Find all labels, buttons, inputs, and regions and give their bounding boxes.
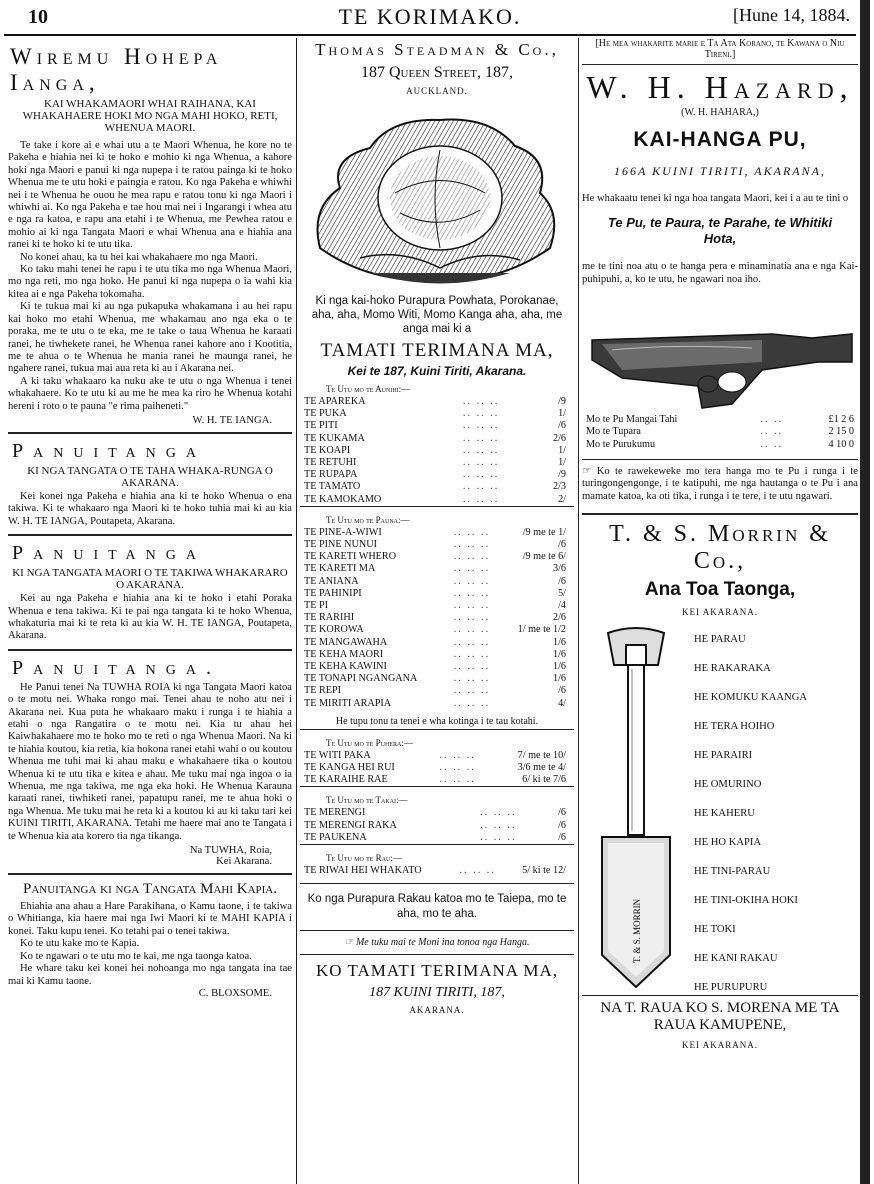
- leader-dots: .. .. ..: [480, 807, 517, 819]
- price-group: [300, 786, 574, 844]
- moni-note: [300, 937, 574, 948]
- kapia-advert: [8, 881, 292, 999]
- price-row: [300, 576, 570, 588]
- column-middle: [300, 38, 574, 1184]
- goods-list: [694, 625, 858, 1002]
- seed-name: TE ANIANA: [304, 575, 359, 587]
- price-row: [300, 612, 570, 624]
- price-row: [300, 624, 570, 636]
- divider: [300, 883, 574, 884]
- iango-para: Ki te tukua mai ki au nga pukapuka whakamana i au hei rapu kai hoko mo etahi Whenua, me whakamau ano nga eka o te poraka, me te utu o te eka, me te take o taua Whenua he karaati ranei, he tiwhekete ranei, he Whenua ranei kahore ano i Kootitia, me te ahua o te Whenua he mania ranei he maunga ranei, he ngahere ranei, tukua mai aua reta ki au i Akarana nei.: [8, 301, 292, 375]
- kapia-line: Ko te utu kake mo te Kapia.: [20, 938, 140, 950]
- seed-price: 2/3: [552, 481, 566, 493]
- goods-item: HE RAKARAKA: [694, 663, 771, 675]
- goods-item: HE KAHERU: [694, 808, 755, 820]
- seed-price: 5/ ki te 12/: [522, 865, 566, 877]
- steadman-firm: Thomas Steadman & Co.,: [315, 40, 559, 59]
- leader-dots: .. .. ..: [453, 636, 491, 648]
- seed-price: /9 me te 1/: [522, 526, 566, 538]
- steadman-city: AUCKLAND.: [406, 86, 468, 96]
- page-number: 10: [28, 6, 48, 28]
- seed-price: 2/: [558, 493, 566, 505]
- seed-price: 3/6 me te 4/: [517, 762, 566, 774]
- pointing-hand-icon: ☞: [344, 937, 354, 949]
- hahara-name: (W. H. HAHARA,): [681, 107, 759, 118]
- price-row: [300, 807, 570, 819]
- terimana-name: TAMATI TERIMANA MA,: [320, 340, 554, 361]
- seed-name: TE WITI PAKA: [304, 749, 371, 761]
- seed-name: TE KARAIHE RAE: [304, 774, 388, 786]
- goods-item: HE TOKI: [694, 924, 736, 936]
- leader-dots: .. .. ..: [439, 749, 476, 761]
- price-group: [300, 506, 574, 727]
- seed-price: 1/: [558, 408, 566, 420]
- divider: [8, 432, 292, 434]
- price-row: [300, 420, 570, 432]
- price-row: [300, 865, 570, 877]
- gun-price-table: [582, 414, 858, 451]
- price-group: [300, 729, 574, 787]
- kapia-line: He whare taku kei konei hei nohoanga mo nga tangata ina tae mai ki Kamu taone.: [8, 963, 292, 987]
- price-row: [300, 563, 570, 575]
- seed-price: 7/ me te 10/: [517, 749, 566, 761]
- price-row: [300, 494, 570, 506]
- seed-price: 1/6: [552, 648, 566, 660]
- price-row: [300, 433, 570, 445]
- price-row: [300, 588, 570, 600]
- price-table: [300, 750, 570, 787]
- panui-heading: Panuitanga: [12, 542, 206, 565]
- seed-price: /6: [558, 539, 566, 551]
- newspaper-page: [4, 0, 870, 1184]
- hazard-items: Te Pu, te Paura, te Parahe, te Whitiki Hota,: [607, 215, 833, 247]
- pointing-hand-icon: ☞: [582, 465, 592, 477]
- seed-name: TE PUKA: [304, 408, 347, 420]
- leader-dots: .. .. ..: [453, 539, 491, 551]
- price-group-heading: Te Utu mo te Pauna:—: [326, 514, 410, 525]
- column-right: [582, 38, 858, 1184]
- price-row: [300, 774, 570, 786]
- gun-price-row: [582, 439, 858, 451]
- panui-advert-3: [8, 657, 292, 867]
- seed-name: TE RIWAI HEI WHAKATO: [304, 865, 422, 877]
- seed-name: TE APAREKA: [304, 396, 366, 407]
- price-row: [300, 457, 570, 469]
- column-left: [8, 38, 292, 1184]
- seed-price: 1/6: [552, 673, 566, 685]
- steadman-intro: Ki nga kai-hoko Purapura Powhata, Porokanae, aha, aha, Momo Witi, Momo Kanga aha, aha, me anga mai ki a: [311, 295, 563, 335]
- terimana-address: Kei te 187, Kuini Tiriti, Akarana.: [347, 364, 527, 378]
- price-row: [300, 481, 570, 493]
- leader-dots: .. ..: [760, 438, 784, 450]
- iango-para: Ko taku mahi tenei he rapu i te utu tika mo nga Whenua Maori, mo nga reti, mo nga hoko. He panui ki nga nupepa o ia wahi kia kitea ai e nga Pakeha tokomaha.: [8, 264, 292, 300]
- goods-item: HE PURUPURU: [694, 982, 768, 994]
- seed-price: /6: [558, 420, 566, 432]
- seed-name: TE PINE NUNUI: [304, 539, 377, 551]
- gun-price: 2 15 0: [828, 426, 854, 438]
- column-rule: [296, 38, 297, 1184]
- leader-dots: .. .. ..: [462, 444, 500, 456]
- divider: [8, 534, 292, 536]
- seed-price: 1/6: [552, 636, 566, 648]
- leader-dots: .. .. ..: [453, 526, 491, 538]
- leader-dots: .. .. ..: [453, 661, 491, 673]
- page-edge-shadow: [860, 0, 870, 1184]
- seed-price: /9: [558, 396, 566, 407]
- price-row: [300, 820, 570, 832]
- price-table: [300, 865, 570, 877]
- seed-name: TE PI: [304, 600, 329, 612]
- leader-dots: .. .. ..: [462, 408, 500, 420]
- panui-subtitle: KI NGA TANGATA MAORI O TE TAKIWA WHAKARARO O AKARANA.: [12, 567, 288, 592]
- seed-name: TE KARETI MA: [304, 563, 376, 575]
- seed-name: TE MERENGI: [304, 807, 366, 819]
- gun-name: Mo te Purukumu: [586, 438, 656, 450]
- seed-price: /6: [558, 685, 566, 697]
- leader-dots: .. .. ..: [453, 563, 491, 575]
- iango-signature: W. H. TE IANGA.: [192, 414, 272, 426]
- seed-price-list: [300, 384, 574, 877]
- leader-dots: .. .. ..: [480, 831, 517, 843]
- goods-item: HE TERA HOIHO: [694, 721, 775, 733]
- leader-dots: .. .. ..: [453, 551, 491, 563]
- spade-advert: [582, 625, 858, 994]
- leader-dots: .. ..: [760, 426, 784, 438]
- leader-dots: .. .. ..: [480, 819, 517, 831]
- bottom-address: 187 KUINI TIRITI, 187,: [369, 985, 505, 1001]
- kapia-heading: Panuitanga ki nga Tangata Mahi Kapia.: [22, 881, 277, 898]
- seed-name: TE MIRITI ARAPIA: [304, 697, 392, 709]
- leader-dots: .. .. ..: [453, 685, 491, 697]
- price-row: [300, 685, 570, 697]
- price-row: [300, 445, 570, 457]
- leader-dots: .. .. ..: [453, 624, 491, 636]
- toa-taonga: Ana Toa Taonga,: [644, 579, 796, 601]
- morrin-city: KEI AKARANA.: [682, 607, 758, 618]
- leader-dots: .. .. ..: [453, 587, 491, 599]
- goods-item: HE KANI RAKAU: [694, 953, 778, 965]
- price-table: [300, 807, 570, 844]
- rawekeweke-note: [582, 466, 858, 503]
- purapura-note: Ko nga Purapura Rakau katoa mo te Taiepa, mo te aha, mo te aha.: [307, 893, 567, 921]
- gun-name: Mo te Tupara: [586, 426, 641, 438]
- iango-para: No konei ahau, ka tu hei kai whakahaere mo nga Maori.: [20, 251, 258, 263]
- seed-name: TE PAUKENA: [304, 831, 367, 843]
- seed-name: TE MERENGI RAKA: [304, 819, 397, 831]
- seed-price: 2/6: [552, 612, 566, 624]
- seed-price: /6: [558, 807, 566, 819]
- gun-price: £1 2 6: [828, 414, 854, 426]
- hazard-name: W. H. Hazard,: [586, 69, 854, 105]
- seed-price: 1/ me te 1/2: [517, 624, 566, 636]
- leader-dots: .. .. ..: [462, 469, 500, 481]
- seed-name: TE KOROWA: [304, 624, 364, 636]
- divider: [582, 64, 858, 65]
- seed-name: TE KEHA MAORI: [304, 648, 384, 660]
- seed-price: 2/6: [552, 432, 566, 444]
- seed-name: TE RARIHI: [304, 612, 355, 624]
- panui-advert-1: [8, 440, 292, 528]
- leader-dots: .. .. ..: [462, 432, 500, 444]
- seed-name: TE RETUHI: [304, 457, 357, 469]
- leader-dots: .. .. ..: [462, 396, 500, 407]
- seed-name: TE KAMOKAMO: [304, 493, 382, 505]
- seed-price: /6: [558, 831, 566, 843]
- leader-dots: .. .. ..: [439, 762, 476, 774]
- seed-name: TE TAMATO: [304, 481, 361, 493]
- seed-name: TE KOAPI: [304, 444, 351, 456]
- leader-dots: .. .. ..: [439, 774, 476, 786]
- seed-price: 3/6: [552, 563, 566, 575]
- gun-price: 4 10 0: [828, 438, 854, 450]
- panui-advert-2: [8, 542, 292, 643]
- price-table: [300, 396, 570, 506]
- divider: [300, 954, 574, 955]
- panui-subtitle: KI NGA TANGATA O TE TAHA WHAKA-RUNGA O AKARANA.: [27, 464, 273, 489]
- gun-price-row: [582, 414, 858, 426]
- divider: [8, 873, 292, 875]
- price-row: [300, 600, 570, 612]
- leader-dots: .. .. ..: [462, 457, 500, 469]
- miriti-note: He tupu tonu ta tenei e wha kotinga i te tau kotahi.: [335, 715, 539, 727]
- seed-name: TE PITI: [304, 420, 338, 432]
- seed-name: TE RUPAPA: [304, 469, 358, 481]
- panui-heading: Panuitanga.: [12, 656, 221, 679]
- price-row: [300, 673, 570, 685]
- seed-price: 6/ ki te 7/6: [522, 774, 566, 786]
- warrant-note: [He mea whakarite marie e Ta Ata Korano, te Kawana o Niu Tireni.]: [595, 38, 845, 60]
- rawekeweke-text: Ko te rawekeweke mo tera hanga mo te Pu i runga i te turingongengonge, i te katipuhi, me nga hautanga o te Pu i ana mamate katoa, ka oti tika, i runga i te tere, i te utu ngawari.: [582, 465, 858, 502]
- seed-price: 4/: [558, 697, 566, 709]
- price-row: [300, 698, 570, 710]
- cabbage-illustration: [300, 98, 574, 294]
- leader-dots: .. .. ..: [453, 600, 491, 612]
- price-group: [300, 844, 574, 877]
- divider: [582, 513, 858, 515]
- price-row: [300, 539, 570, 551]
- morrin-footer-city: KEI AKARANA.: [682, 1040, 758, 1051]
- panui-text: He Panui tenei Na TUWHA ROIA ki nga Tangata Maori katoa o te motu nei. Whaka rongo mai. Tenei ahau te noho atu nei i Akarana nei. Kua puta he whakaaro maku i runga i te hiahia a etahi o nga Rangatira o te motu nei. Kia tu ahau hei Kaiwhakahaere mo te hoko mo te reti o nga Whenua Maori. Na ki te hiahia koutou, kia retia, kia hokona ranei etahi wahi o ou koutou Whenua me tuhi mai ki ahau maku e whakahaere tika o koutou Whenua ki te utu tika e kitea e ahau. Me tuku mai nga ingoa o ia Whenua, me nga takiwa, me nga eka hoki. He Whenua Karauna karaati ranei, tiwhiketi ranei, papatupu ranei, me te ahua hoki o nga Whenua. Me tuku mai he reta ki a koutou ki au ki taku tari kei KUINI TIRITI, AKARANA. Tetahi me haere mai ano te Tangata i te Whenua kia ata korero tia nga tikanga.: [8, 681, 292, 842]
- seed-name: TE PINE-A-WIWI: [304, 526, 382, 538]
- seed-price: /6: [558, 575, 566, 587]
- leader-dots: .. .. ..: [453, 612, 491, 624]
- divider: [8, 649, 292, 651]
- divider: [582, 459, 858, 460]
- leader-dots: .. .. ..: [453, 648, 491, 660]
- goods-item: HE HO KAPIA: [694, 837, 762, 849]
- kapia-line: Ko te ngawari o te utu mo te kai, me nga taonga katoa.: [20, 950, 252, 962]
- goods-item: HE KOMUKU KAANGA: [694, 692, 807, 704]
- panui-heading: Panuitanga: [12, 439, 206, 462]
- seed-name: TE TONAPI NGANGANA: [304, 673, 418, 685]
- goods-item: HE TINI-OKIHA HOKI: [694, 895, 798, 907]
- seed-name: TE REPI: [304, 685, 342, 697]
- seed-price: /4: [558, 600, 566, 612]
- seed-name: TE PAHINIPI: [304, 587, 362, 599]
- price-group-heading: Te Utu mo te Rau:—: [326, 853, 402, 864]
- spade-illustration: [588, 625, 684, 991]
- panui-text: Kei konei nga Pakeha e hiahia ana ki te hoko Whenua o ena takiwa. Ki te whakaaro nga Maori ki te hoko tuhia mai ki au kia W. H. TE IANGA, Poutapeta, Akarana.: [8, 490, 292, 527]
- leader-dots: .. .. ..: [453, 575, 491, 587]
- steadman-address: 187 Queen Street, 187,: [361, 64, 513, 81]
- seed-price: 1/: [558, 457, 566, 469]
- iango-advert: [8, 44, 292, 426]
- leader-dots: .. ..: [760, 414, 784, 426]
- seed-price: 1/: [558, 444, 566, 456]
- price-row: [300, 649, 570, 661]
- price-row: [300, 396, 570, 408]
- hazard-address: 166A KUINI TIRITI, AKARANA,: [614, 164, 826, 178]
- morrin-footer: NA T. RAUA KO S. MORENA ME TA RAUA KAMUPENE,: [600, 1000, 840, 1034]
- seed-price: /9: [558, 469, 566, 481]
- masthead: [4, 0, 856, 36]
- price-group-heading: Te Utu mo te Takai:—: [326, 795, 408, 806]
- price-row: [300, 469, 570, 481]
- iango-name: Wiremu Hohepa Ianga,: [10, 44, 223, 95]
- seed-name: TE KEHA KAWINI: [304, 661, 387, 673]
- price-row: [300, 661, 570, 673]
- gun-name: Mo te Pu Mangai Tahi: [586, 414, 678, 426]
- spade-maker-label: T. & S. MORRIN: [632, 898, 642, 964]
- goods-item: HE PARAU: [694, 634, 746, 646]
- leader-dots: .. .. ..: [462, 481, 500, 493]
- iango-para: Te take i kore ai e whai utu a te Maori Whenua, he kore no te Pakeha e hiahia nei ki te hoko e mohio ki nga Whenua, a kahore hoki nga Maori e panui ki nga nupepa i te ratou painga ki te hoko Whenua me te utu hoki e paingia e ratou. Ko nga Pakeha e whiwhi nei i te Whenua he ouou he mea rapu e ratou tonu ki nga Maori i whiwhi ai. Ko nga Pakeha e tae hou mai nei i Ingarangi i whea atu e nga ra katoa, e rapu ana etahi i te Whenua, me Pewhea ratou e mohio ai ki nga Tangata Maori e whai Whenua ana e hiahia ana ranei ki te hoko ki te utu tika.: [8, 140, 292, 251]
- price-row: [300, 527, 570, 539]
- roia-signature: Na TUWHA, Roia,: [189, 845, 272, 857]
- price-row: [300, 832, 570, 844]
- bottom-terimana: KO TAMATI TERIMANA MA,: [316, 961, 558, 981]
- column-rule: [578, 38, 579, 1184]
- seed-name: TE KUKAMA: [304, 432, 365, 444]
- leader-dots: .. .. ..: [459, 865, 496, 877]
- panui-text: Kei au nga Pakeha e hiahia ana ki te hoko i etahi Poraka Whenua e tena takiwa. Ki te pai nga tangata ki te hoko Whenua, whakaturia mai ki te reta ki au kia W. H. TE IANGA, Poutapeta, Akarana.: [8, 593, 292, 642]
- hazard-after: me te tini noa atu o te hanga pera e minaminatia ana e nga Kai-puhipuhi, a, ko te utu, he ngawari noa iho.: [582, 261, 858, 285]
- price-row: [300, 408, 570, 420]
- kapia-signature: C. BLOXSOME.: [198, 987, 272, 999]
- morrin-name: T. & S. Morrin & Co.,: [609, 521, 831, 575]
- price-row: [300, 750, 570, 762]
- leader-dots: .. .. ..: [462, 420, 500, 432]
- kaihanga-heading: KAI-HANGA PU,: [633, 128, 807, 151]
- price-group-heading: Te Utu mo te Aunihi:—: [326, 384, 411, 394]
- seed-name: TE KANGA HEI RUI: [304, 762, 395, 774]
- seed-name: TE MANGAWAHA: [304, 636, 388, 648]
- hazard-intro: He whakaatu tenei ki nga hoa tangata Maori, kei i a au te tini o: [582, 193, 849, 204]
- gun-price-row: [582, 426, 858, 438]
- price-row: [300, 762, 570, 774]
- goods-item: HE PARAIRI: [694, 750, 753, 762]
- seed-price: 5/: [558, 587, 566, 599]
- leader-dots: .. .. ..: [453, 697, 491, 709]
- price-row: [300, 637, 570, 649]
- moni-text: Me tuku mai te Moni ina tonoa nga Hanga.: [355, 937, 530, 949]
- seed-price: 1/6: [552, 661, 566, 673]
- price-group: [300, 384, 574, 506]
- divider: [300, 930, 574, 931]
- issue-date: [Hune 14, 1884.: [733, 5, 850, 25]
- leader-dots: .. .. ..: [453, 673, 491, 685]
- iango-subtitle: KAI WHAKAMAORI WHAI RAIHANA, KAI WHAKAHAERE HOKI MO NGA MAHI HOKO, RETI, WHENUA MAORI.: [22, 98, 278, 134]
- seed-price: /6: [558, 819, 566, 831]
- kapia-line: Ehiahia ana ahau a Hare Parakihana, o Kamu taone, i te takiwa o Whitianga, kia haere mai nga Iwi Maori ki te MAHI KAPIA i konei. Taku kupu tenei. Ko tetahi pai o tenei takiwa.: [8, 901, 292, 937]
- roia-location: Kei Akarana.: [216, 856, 272, 868]
- seed-name: TE KARETI WHERO: [304, 551, 397, 563]
- shotgun-illustration: [582, 300, 858, 410]
- leader-dots: .. .. ..: [462, 493, 500, 505]
- bottom-city: AKARANA.: [409, 1005, 465, 1016]
- seed-price: /9 me te 6/: [522, 551, 566, 563]
- goods-item: HE OMURINO: [694, 779, 762, 791]
- price-group-heading: Te Utu mo te Puhera:—: [326, 737, 413, 748]
- iango-para: A ki taku whakaaro ka nuku ake te utu o nga Whenua i tenei whakahaere. Ko te utu ki au me he mea ka riro he Whenua kotahi hereni i roto o te pauna "e rima paiheneti.": [8, 375, 292, 412]
- newspaper-title: TE KORIMAKO.: [338, 4, 522, 29]
- goods-item: HE TINI-PARAU: [694, 866, 771, 878]
- price-row: [300, 551, 570, 563]
- price-table: [300, 527, 570, 710]
